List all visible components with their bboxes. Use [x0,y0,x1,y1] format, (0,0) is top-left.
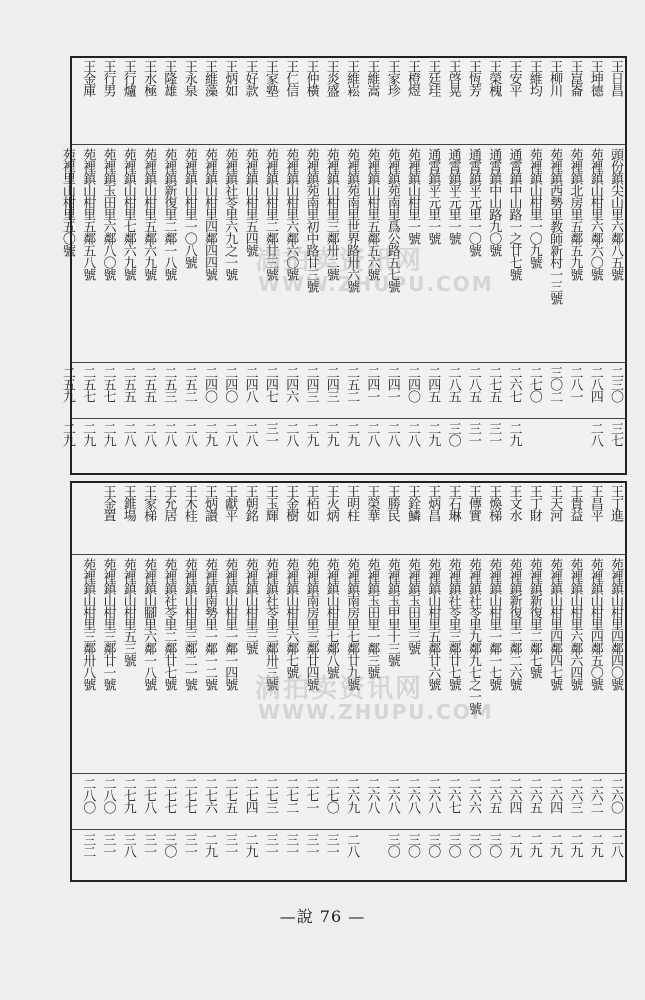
entry-age: 三二 [80,833,96,857]
register-entry [301,58,321,473]
entry-no: 二四三 [303,366,319,402]
entry-name: 王貴益 [567,485,583,521]
entry-age: 二九 [506,422,522,446]
register-entry [524,483,544,880]
entry-age: 二八 [344,833,360,857]
register-entry [219,58,239,473]
entry-address: 苑裡鎮山柑里五鄰五六號 [364,148,380,280]
entry-no: 二八四 [587,366,603,402]
entry-age: 二八 [405,422,420,446]
entry-address: 苑裡鎮山柑里六鄰七號 [283,558,299,678]
entry-name: 王銓鱗 [405,485,420,521]
entry-no: 二七五 [486,366,502,402]
entry-age: 二九 [323,422,339,446]
entry-address: 苑裡鎮山柑里四鄰四七號 [547,558,563,690]
entry-address: 苑裡鎮山柑里五鄰五八號 [80,148,96,280]
register-entry [544,483,564,880]
entry-no: 二三〇 [608,366,623,402]
register-entry [321,483,341,880]
entry-age: 三一 [181,833,197,857]
register-entry [118,58,138,473]
entry-age: 二九 [567,833,583,857]
entry-address: 苑裡鎮山柑里一〇八號 [181,148,197,268]
entry-name: 王維嵩 [364,60,380,96]
entry-address: 苑裡鎮山腳里六鄰一八號 [141,558,157,690]
entry-no: 二六四 [547,777,563,813]
entry-name: 王昌平 [587,485,603,521]
entry-no: 二六〇 [608,777,623,813]
entry-no: 二五九 [59,366,75,402]
register-entry [585,483,605,880]
entry-no: 二七五 [222,777,238,813]
entry-no: 二六七 [445,777,461,813]
entry-address: 苑裡鎮南勢里一鄰一二號 [202,558,217,690]
register-entry [483,58,503,473]
register-entry [361,483,381,880]
register-entry [138,483,158,880]
entry-age: 二八 [222,422,238,446]
entry-no: 二六八 [364,777,380,813]
entry-name: 王丁進 [608,485,623,521]
entry-address: 苑裡鎮山柑里五鄰六九號 [141,148,157,280]
register-entry [158,58,178,473]
entry-age: 二九 [506,833,522,857]
entry-address: 苑裡鎮新復里二鄰七號 [526,558,542,678]
entry-no: 二七一 [303,777,319,813]
entry-age: 二九 [242,833,258,857]
entry-age: 二九 [526,833,542,857]
entry-name: 王金置 [100,485,116,521]
register-entry [57,58,77,473]
register-entry [585,58,605,473]
entry-no: 二八五 [465,366,481,402]
register-entry [77,58,97,473]
entry-age [361,833,381,881]
entry-no: 二四〇 [405,366,420,402]
entry-name: 王炳昌 [425,485,441,521]
entry-name: 王水極 [141,60,157,96]
entry-age: 三〇 [465,833,481,857]
register-table-bottom [70,481,627,882]
register-entry [280,58,300,473]
entry-address: 苑裡鎮新復里二鄰一八號 [161,148,177,280]
entry-name: 王栢如 [303,485,319,521]
register-entry [179,483,199,880]
entry-address: 通霄鎮中山路一之廿七號 [506,148,522,280]
entry-address: 苑裡鎮山柑里六鄰六四號 [567,558,583,690]
register-entry [504,58,524,473]
entry-age: 二八 [283,422,299,446]
entry-address: 頭份鎮尖山里六鄰八五號 [608,148,623,280]
register-entry [382,483,402,880]
entry-name: 王隆雄 [161,60,177,96]
entry-name: 王維藻 [202,60,217,96]
entry-no: 二四一 [364,366,380,402]
entry-name: 王家珍 [384,60,400,96]
entry-address: 苑裡鎮山柑里三鄰二一號 [181,558,197,690]
register-entry [118,483,138,880]
entry-age: 二八 [364,422,380,446]
entry-address: 苑裡鎮玉田里六鄰八〇號 [100,148,116,280]
entry-age: 三一 [303,833,319,857]
entry-no: 二五二 [181,366,197,402]
entry-no: 二八〇 [80,777,96,813]
entry-address: 苑裡鎮玉田里一鄰三號 [364,558,380,678]
entry-age: 二八 [384,422,400,446]
entry-name: 王行男 [100,60,116,96]
entry-name: 王啓晃 [445,60,461,96]
entry-address: 苑裡鎮西勢里教師新村一三號 [547,148,563,304]
entry-age: 二九 [303,422,319,446]
entry-address: 通霄鎮中山路九〇號 [486,148,502,256]
entry-age: 二八 [608,833,623,857]
entry-address: 苑裡鎮山柑里三鄰卅八號 [80,558,96,690]
register-entry [158,483,178,880]
entry-name: 王金樹 [283,485,299,521]
entry-age: 三一 [100,833,116,857]
entry-no: 二七〇 [526,366,542,402]
register-entry [301,483,321,880]
entry-name: 王火炳 [323,485,339,521]
entry-address: 苑裡鎮南房里七鄰廿九號 [344,558,360,690]
entry-age: 三七 [608,422,623,446]
entry-name: 王廷珪 [425,60,441,96]
entry-no: 二七四 [242,777,258,813]
entry-no: 二七八 [141,777,157,813]
entry-address: 苑裡鎮山柑里一〇九號 [526,148,542,268]
entry-address: 苑裡鎮社苓里二鄰廿七號 [161,558,177,690]
entry-address: 苑裡鎮山柑里三鄰卅二號 [323,148,339,280]
register-entry [219,483,239,880]
entry-age [524,422,544,474]
entry-no: 二八五 [445,366,461,402]
entry-address: 通霄鎮平元里一號 [445,148,461,244]
entry-age: 三一 [141,833,157,857]
entry-age: 二八 [161,422,177,446]
entry-no: 二七七 [161,777,177,813]
entry-address: 苑裡鎮山柑里二鄰廿三號 [262,148,278,280]
entry-age: 三〇 [445,833,461,857]
entry-name: 王行爐 [120,60,136,96]
entry-age: 二八 [141,422,157,446]
entry-no: 二六三 [567,777,583,813]
register-entry [463,58,483,473]
entry-age: 三〇 [445,422,461,446]
register-entry [402,58,422,473]
entry-name: 王明柱 [344,485,360,521]
register-entry [605,483,625,880]
entry-age: 三〇 [384,833,400,857]
entry-address: 苑裡鎮山柑里五四號 [242,148,258,256]
entry-name: 王日昌 [608,60,623,96]
entry-no: 二四三 [323,366,339,402]
entry-no: 二六二 [587,777,603,813]
entry-age: 三〇 [161,833,177,857]
entry-address: 苑裡鎮山柑里一鄰一四號 [222,558,238,690]
entry-no: 二七六 [202,777,217,813]
register-entry [422,483,442,880]
entry-no: 二四六 [283,366,299,402]
entry-address: 苑裡鎮山柑里四鄰五〇號 [587,558,603,690]
entry-no: 二四八 [242,366,258,402]
register-entry [544,58,564,473]
entry-age [544,422,564,474]
register-entry [564,58,584,473]
entry-address: 苑裡鎮山柑里四鄰四〇號 [608,558,623,690]
register-entry [240,483,260,880]
entry-name: 王天河 [547,485,563,521]
entry-no: 二五五 [120,366,136,402]
entry-age: 二八 [242,422,258,446]
register-entry [443,58,463,473]
register-entry [463,483,483,880]
entry-no: 二七二 [283,777,299,813]
entry-name: 王永泉 [181,60,197,96]
entry-address: 苑裡鎮山柑里三號 [242,558,258,654]
register-entry [280,483,300,880]
entry-name: 王安平 [506,60,522,96]
entry-age: 二九 [80,422,96,446]
entry-age: 三一 [222,833,238,857]
entry-name: 王恆芳 [465,60,481,96]
entry-name: 王錐場 [120,485,136,521]
entry-address: 苑裡鎮山柑里五鄰廿六號 [425,558,441,690]
register-entry [564,483,584,880]
entry-address: 苑裡鎮社苓里三鄰廿七號 [445,558,461,690]
entry-address: 苑裡鎮山柑里七鄰六九號 [120,148,136,280]
entry-age: 三一 [262,833,278,857]
register-entry [199,483,219,880]
entry-age: 二八 [587,422,603,446]
entry-no: 二七〇 [323,777,339,813]
register-entry [443,483,463,880]
entry-address: 苑裡鎮山柑里一號 [405,148,420,244]
entry-name: 王柳川 [547,60,563,96]
register-entry [605,58,625,473]
entry-address: 苑裡鎮南房里三鄰廿四號 [303,558,319,690]
register-entry [98,58,118,473]
entry-age: 三〇 [486,833,502,857]
entry-age: 三〇 [425,833,441,857]
entry-name: 王玉輝 [262,485,278,521]
entry-name: 王丁財 [526,485,542,521]
entry-name: 王煥梯 [486,485,502,521]
entry-address: 苑裡鎮社苓里三鄰卅三號 [262,558,278,690]
entry-address: 通霄鎮平元里一〇號 [465,148,481,256]
entry-age: 二九 [100,422,116,446]
entry-name: 王維均 [526,60,542,96]
entry-address: 通霄鎮平元里一號 [425,148,441,244]
entry-no: 二六八 [405,777,420,813]
entry-name: 王傳實 [465,485,481,521]
entry-name: 王仁信 [283,60,299,96]
register-entry [341,483,361,880]
watermark-text: 满拍卖资讯网 [255,246,424,276]
register-entry [382,58,402,473]
entry-address: 苑裡鎮苑南里世界路卅六號 [344,148,360,292]
entry-name: 王文水 [506,485,522,521]
register-entry [260,58,280,473]
entry-address: 苑裡鎮玉田里三號 [405,558,420,654]
entry-name: 王勝民 [384,485,400,521]
entry-age: 三一 [486,422,502,446]
entry-address: 苑裡鎮山柑里五三號 [120,558,136,666]
entry-age: 三一 [283,833,299,857]
entry-name [57,60,77,144]
entry-name: 王仲橫 [303,60,319,96]
entry-name: 王允居 [161,485,177,521]
register-entry [361,58,381,473]
entry-name: 王炳如 [222,60,238,96]
entry-name: 王好款 [242,60,258,96]
entry-no: 二七九 [120,777,136,813]
register-entry [402,483,422,880]
entry-address: 苑裡里山柑里五〇號 [59,148,75,256]
register-entry [483,483,503,880]
entry-address: 苑裡鎮山柑里六鄰六〇號 [283,148,299,280]
entry-name [77,485,97,553]
entry-no: 三〇二 [547,366,563,402]
entry-no: 二四〇 [202,366,217,402]
entry-address: 苑裡鎮山柑里六鄰六〇號 [587,148,603,280]
entry-name: 王維崧 [344,60,360,96]
entry-age: 二八 [181,422,197,446]
entry-no: 二六八 [384,777,400,813]
entry-name: 王炳讃 [202,485,217,521]
register-entry [524,58,544,473]
entry-no: 二八〇 [100,777,116,813]
watermark-text: 满拍卖资讯网 [255,674,424,704]
register-entry [138,58,158,473]
register-entry [77,483,97,880]
entry-no: 二四五 [425,366,441,402]
register-entry [240,58,260,473]
entry-address: 苑裡鎮山柑里四鄰四四號 [202,148,217,280]
register-entry [422,58,442,473]
entry-age: 二九 [202,833,217,857]
entry-no: 二八一 [567,366,583,402]
entry-name: 王家梯 [141,485,157,521]
entry-no: 二五三 [161,366,177,402]
entry-name: 王木桂 [181,485,197,521]
entry-address: 苑裡鎮社苓里六九之一號 [222,148,238,280]
entry-age: 三一 [323,833,339,857]
entry-age [564,422,584,474]
register-entry [341,58,361,473]
entry-no: 二四〇 [222,366,238,402]
entry-age: 三一 [262,422,278,446]
entry-name: 王崑崙 [567,60,583,96]
entry-age: 三一 [465,422,481,446]
entry-address: 苑裡鎮新復里二鄰二六號 [506,558,522,690]
entry-no: 二四一 [384,366,400,402]
entry-age: 三〇 [405,833,420,857]
entry-no: 二五七 [100,366,116,402]
entry-no: 二六五 [486,777,502,813]
entry-age: 二九 [59,422,75,446]
entry-name: 王朝銘 [242,485,258,521]
register-entry [199,58,219,473]
entry-name: 王橙煜 [405,60,420,96]
entry-name: 王榮槐 [486,60,502,96]
entry-age: 二八 [120,422,136,446]
entry-age: 二九 [587,833,603,857]
entry-no: 二六五 [526,777,542,813]
entry-address: 苑裡鎮山柑里三鄰廿一號 [100,558,116,690]
entry-no: 二六四 [506,777,522,813]
entry-no: 二七三 [262,777,278,813]
watermark-url: WWW.ZHUPU.COM [258,700,494,724]
entry-no: 二五七 [80,366,96,402]
entry-name: 王金庫 [80,60,96,96]
entry-address: 苑裡鎮玉甲里十三號 [384,558,400,666]
register-entry [98,483,118,880]
entry-no: 二五二 [344,366,360,402]
register-entry [321,58,341,473]
entry-age: 三八 [120,833,136,857]
entry-address: 苑裡鎮社苓里九鄰九七之一號 [465,558,481,714]
entry-name: 王家塾 [262,60,278,96]
entry-no: 二七七 [181,777,197,813]
entry-address: 苑裡鎮山柑里一鄰一七號 [486,558,502,690]
entry-age: 二九 [344,422,360,446]
register-table-top [59,56,627,475]
entry-no: 二四七 [262,366,278,402]
register-entry [504,483,524,880]
entry-address: 苑裡鎮北房里五鄰五九號 [567,148,583,280]
register-entry [260,483,280,880]
entry-no: 二六六 [465,777,481,813]
entry-age: 二九 [202,422,217,446]
entry-name: 王石琳 [445,485,461,521]
entry-age: 二九 [547,833,563,857]
entry-no: 二六九 [344,777,360,813]
entry-name: 王坤德 [587,60,603,96]
entry-name: 王炎盛 [323,60,339,96]
entry-age: 二九 [425,422,441,446]
entry-no: 二五五 [141,366,157,402]
entry-name: 王榮華 [364,485,380,521]
entry-address: 苑裡鎮山柑里七鄰八號 [323,558,339,678]
watermark-url: WWW.ZHUPU.COM [258,272,494,296]
entry-no: 二六八 [425,777,441,813]
page-number: —說 76 — [279,907,366,926]
entry-name: 王獻平 [222,485,238,521]
entry-address: 苑裡鎮苑南里初中路廿三號 [303,148,319,292]
entry-no: 二六七 [506,366,522,402]
entry-address: 苑裡鎮苑南里爲公路五七號 [384,148,400,292]
register-entry [179,58,199,473]
